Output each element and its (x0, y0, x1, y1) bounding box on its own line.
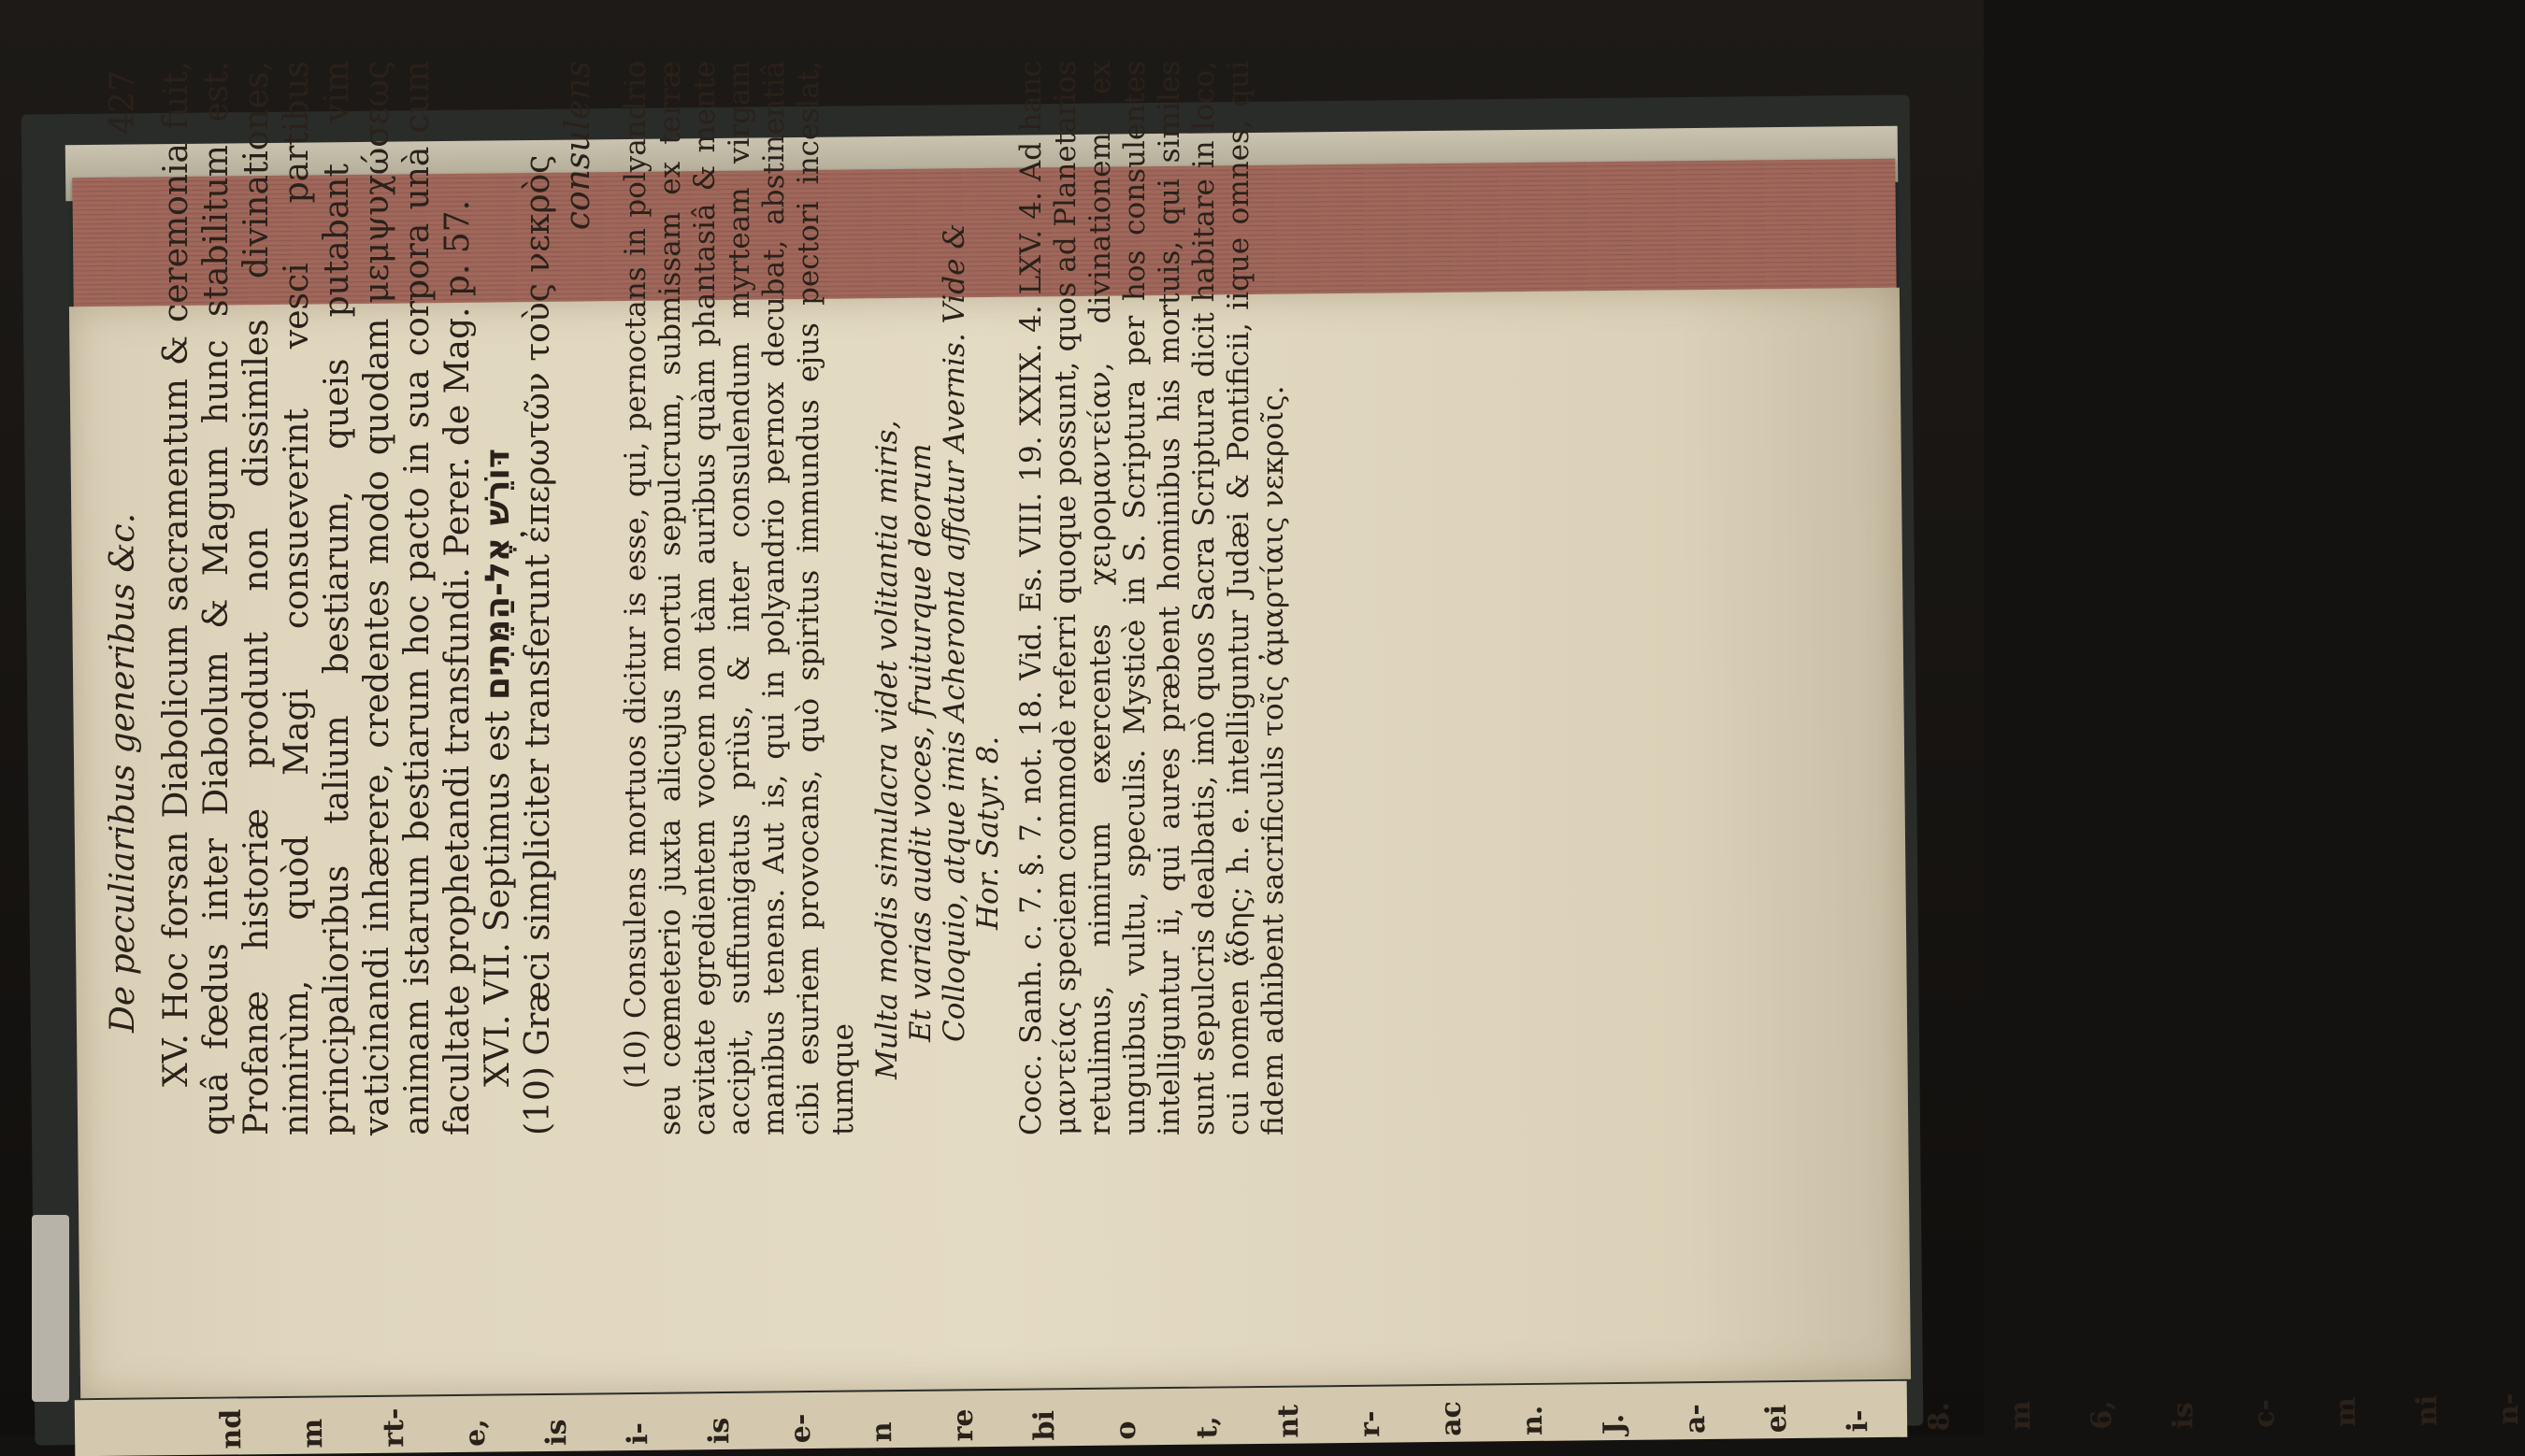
opposite-page-fragment: i- (1841, 1409, 1875, 1433)
opposite-page-fragment: i- (622, 1421, 655, 1446)
opposite-page-fragment: m (2329, 1396, 2363, 1428)
opposite-page-fragment: bi (1027, 1409, 1062, 1441)
verse-line-4: Hor. Satyr. 8. (971, 735, 1005, 930)
opposite-page-fragment: t, (1190, 1416, 1225, 1439)
hebrew-phrase: דּוֹרֵשׁ אֶל-הַמֵּתִים (479, 449, 517, 700)
opposite-page-fragment: a- (1678, 1404, 1713, 1435)
paragraph-greek (518, 61, 558, 1135)
verse-line-2: Et varias audit voces, fruiturque deorum (904, 443, 938, 1042)
paragraph-greek-end: consulens (559, 61, 597, 231)
opposite-page-fragment: rt- (377, 1407, 411, 1448)
verse-line-1: Multa modis simulacra videt volitantia miris, (870, 420, 904, 1079)
opposite-page-fragment: o (1110, 1420, 1143, 1440)
opposite-page-fragment: re (946, 1408, 981, 1442)
running-head (103, 61, 143, 1135)
opposite-page-fragment: ei (1759, 1404, 1794, 1434)
opposite-page-fragment: ni (2410, 1394, 2445, 1427)
verse-line-3: Colloquio, atque imis Acheronta affatur Avernis. Vide & (938, 223, 971, 1042)
footnote-10: (10) Consulens mortuos dicitur is esse, qui, pernoctans in polyandrio seu cœmeterio juxta alicujus mortui sepulcrum, submissam ex terræ cavitate egredientem vocem non tàm auribus quàm phantasiâ & mente accipit, suffumigatus priùs, & inter consulendum myrteam virgam manibus tenens. Aut is, qui in polyandrio pernox decubat, abstinentiâ cibi esuriem provocans, quò spiritus immundus ejus pectori inceslat, tumque (619, 61, 860, 1135)
opposite-page-fragment: r- (1353, 1410, 1387, 1437)
opposite-page-fragment: m (2003, 1400, 2038, 1431)
opposite-page-fragment: is (539, 1419, 574, 1447)
page-number: 427 (104, 70, 142, 135)
opposite-page-fragment: is (2166, 1402, 2201, 1429)
paragraph-xv: XV. Hoc forsan Diabolicum sacramentum & ceremonia fuit, quâ fœdus inter Diabolum & Magum hunc stabilitum est. Profanæ historiæ produnt non dissimiles divinationes, nimirùm, quòd Magi consueverint vesci partibus principalioribus talium bestiarum, queis putabant vim vaticinandi inhærere, credentes modo quodam μεμψυχώσεως animam istarum bestiarum hoc pacto in sua corpora unà cum facultate prophetandi transfundi. Perer. de Mag. p. 57. (157, 61, 477, 1135)
cover-clasp (32, 1215, 69, 1402)
opposite-page-fragment: e- (783, 1413, 818, 1444)
opposite-page-fragment: ac (1434, 1400, 1469, 1437)
opposite-page-fragment: n- (2491, 1392, 2525, 1426)
opposite-page-fragment: is (702, 1417, 737, 1445)
opposite-page-fragment: c- (2247, 1398, 2282, 1428)
opposite-page-fragment: nd (214, 1408, 249, 1449)
opposite-page-fragment: n. (1515, 1405, 1550, 1436)
opposite-page-fragment: 6, (2085, 1400, 2119, 1430)
opposite-page-fragment: J. (1597, 1413, 1631, 1435)
running-head-title: De peculiaribus generibus &c. (104, 512, 142, 1033)
opposite-page-fragment: 8. (1922, 1401, 1957, 1432)
verse-quotation (870, 61, 1005, 1079)
opposite-page-fragment: nt (1271, 1404, 1306, 1438)
footnote-continued: Cocc. Sanh. c. 7. §. 7. not. 18. Vid. Es. VIII. 19. XXIX. 4. LXV. 4. Ad hanc μαντείας speciem commodè referri quoque possunt, quos ad Planetarios retulimus, nimirum exercentes χειρομαντείαν, divinationem ex unguibus, vultu, speculis. Mysticè in S. Scriptura per hos consulentes intelliguntur ii, qui aures præbent hominibus his mortuis, qui similes sunt sepulcris dealbatis, imò quos Sacra Scriptura dicit habitare in loco, cui nomen ᾅδης; h. e. intelliguntur Judæi & Pontificii, iique omnes, qui fidem adhibent sacrificulis τοῖς ἀμαρτίαις νεκροῖς. (1014, 61, 1290, 1135)
paragraph-greek-text: (10) Græci simpliciter transferunt ἐπερωτῶν τοὺς νεκρὸς (519, 154, 557, 1135)
opposite-page-fragment: n (866, 1421, 899, 1443)
paragraph-xvi (478, 61, 518, 1135)
opposite-page-fragment: e, (458, 1419, 493, 1448)
page-text-block (103, 61, 1692, 1135)
paragraph-xvi-start: XVI. VII. Septimus est (479, 710, 517, 1087)
opposite-page-fragment: m (295, 1418, 330, 1449)
